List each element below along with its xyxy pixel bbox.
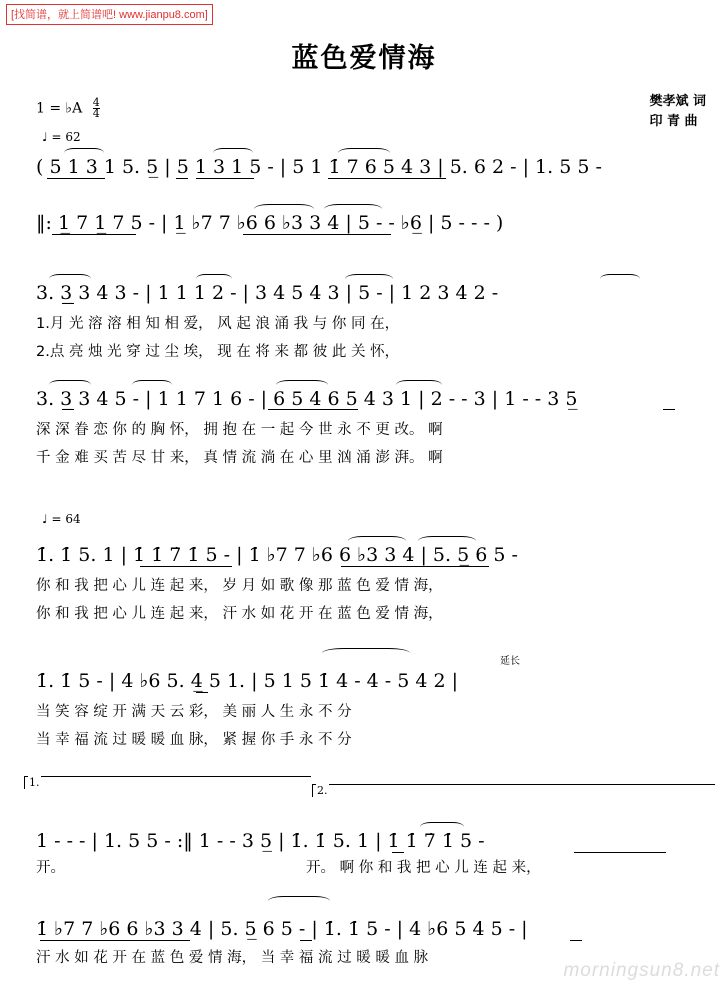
beam: [328, 178, 446, 179]
volta-2-label: 2.: [317, 784, 328, 797]
lyric-verse-1a: 1.月 光 溶 溶 相 知 相 爱， 风 起 浪 涌 我 与 你 同 在，: [36, 316, 400, 332]
slur: [196, 274, 232, 284]
tempo-marking-2: ♩ = 64: [42, 512, 81, 526]
beam: [243, 234, 391, 235]
music-line-verse-1: 3. 3̲ 3 4 3 - | 1 1 1 2 - | 3 4 5 4 3 | 5 - | 1 2 3 4 2 -: [36, 282, 499, 304]
credits: [649, 92, 706, 132]
beam: [196, 692, 208, 693]
slur: [348, 536, 406, 546]
slur: [49, 380, 91, 390]
key-signature: [36, 98, 100, 119]
music-line-intro-1: ( 5 1 3 1 5. 5̲ | 5 1 3 1 5 - | 5 1 1̇ 7 6 5 4 3 | 5. 6 2 - | 1. 5 5 -: [36, 156, 602, 178]
lyric-chorus-1b: 你 和 我 把 心 儿 连 起 来， 汗 水 如 花 开 在 蓝 色 爱 情 海，: [36, 606, 443, 622]
composer: 印 青 曲: [649, 114, 698, 129]
lyric-chorus-2a: 当 笑 容 绽 开 满 天 云 彩， 美 丽 人 生 永 不 分: [36, 704, 352, 720]
slur: [254, 204, 314, 214]
slur: [276, 380, 328, 390]
beam: [176, 178, 188, 179]
slur: [64, 148, 104, 158]
volta-2-bracket: [312, 784, 715, 797]
time-signature-numerator: 4: [92, 96, 100, 109]
beam: [570, 940, 582, 941]
slur: [420, 822, 464, 832]
slur: [600, 274, 640, 284]
beam: [663, 409, 675, 410]
lyric-chorus-2b: 当 幸 福 流 过 暖 暖 血 脉， 紧 握 你 手 永 不 分: [36, 732, 352, 748]
lyric-ending-2: 汗 水 如 花 开 在 蓝 色 爱 情 海， 当 幸 福 流 过 暖 暖 血 脉: [36, 950, 429, 966]
beam: [62, 303, 74, 304]
time-signature-denominator: 4: [92, 107, 100, 120]
beam: [62, 409, 74, 410]
slur: [268, 896, 330, 906]
key-signature-text: 1 = ♭A: [36, 100, 83, 117]
beam: [52, 234, 136, 235]
lyric-chorus-1a: 你 和 我 把 心 儿 连 起 来， 岁 月 如 歌 像 那 蓝 色 爱 情 海，: [36, 578, 443, 594]
beam: [574, 852, 666, 853]
music-line-ending-1: 1 - - - | 1. 5 5 - :‖ 1 - - 3 5̲ | 1̇. 1̇ 5. 1 | 1̇ 1̇ 7̇ 1̇ 5 -: [36, 830, 485, 852]
lyric-ending-1b: 开。 啊 你 和 我 把 心 儿 连 起 来，: [306, 860, 541, 876]
music-line-ending-2: 1̇ ♭7 7 ♭6 6 ♭3 3 4 | 5. 5̲ 6 5 - | 1̇. 1̇ 5 - | 4 ♭6 5 4 5 - |: [36, 918, 528, 940]
music-line-intro-2: ‖: 1̲ 7 1̲ 7 5 - | 1̲ ♭7 7 ♭6 6 ♭3 3 4 | 5 - - ♭6̲ | 5 - - - ): [36, 212, 504, 234]
slur: [324, 204, 382, 214]
slur: [322, 648, 410, 658]
lyric-verse-2b: 千 金 难 买 苦 尽 甘 来， 真 情 流 淌 在 心 里 汹 涌 澎 湃。 啊: [36, 450, 443, 466]
slur: [396, 380, 442, 390]
lyric-ending-1a: 开。: [36, 860, 65, 876]
site-banner: [找简谱，就上简谱吧! www.jianpu8.com]: [6, 4, 213, 25]
beam: [196, 178, 254, 179]
beam: [47, 178, 105, 179]
tempo-marking-1: ♩ = 62: [42, 130, 81, 144]
volta-1-label: 1.: [29, 776, 40, 789]
slur: [213, 148, 253, 158]
lyric-verse-1b: 2.点 亮 烛 光 穿 过 尘 埃， 现 在 将 来 都 彼 此 关 怀，: [36, 344, 400, 360]
watermark: morningsun8.net: [563, 960, 720, 981]
lyric-verse-2a: 深 深 眷 恋 你 的 胸 怀， 拥 抱 在 一 起 今 世 永 不 更 改。 啊: [36, 422, 443, 438]
page-title: 蓝色爱情海: [291, 43, 437, 74]
music-line-verse-2: 3. 3̲ 3 4 5 - | 1 1 7 1 6 - | 6 5 4 6 5 4 3 1 | 2 - - 3 | 1 - - 3 5̲: [36, 388, 578, 410]
beam: [40, 940, 190, 941]
music-line-chorus-2: 1̇. 1̇ 5 - | 4 ♭6 5. 4̲ 5 1. | 5 1 5 1̇ 4 - 4 - 5 4 2 |: [36, 670, 459, 692]
fermata-mark: 延长: [500, 656, 520, 667]
slur: [132, 380, 172, 390]
slur: [338, 148, 390, 158]
beam: [341, 566, 489, 567]
beam: [140, 566, 232, 567]
slur: [418, 536, 476, 546]
music-line-chorus-1: 1̇. 1̇ 5. 1 | 1̇ 1̇ 7̇ 1̇ 5 - | 1̇ ♭7 7 ♭6 6 ♭3 3 4 | 5. 5̲ 6 5 -: [36, 544, 518, 566]
beam: [268, 409, 358, 410]
volta-1-bracket: [24, 776, 311, 789]
lyricist: 樊孝斌 词: [649, 94, 706, 109]
beam: [392, 852, 404, 853]
time-signature: [93, 98, 100, 119]
beam: [300, 940, 312, 941]
slur: [345, 274, 393, 284]
slur: [49, 274, 91, 284]
